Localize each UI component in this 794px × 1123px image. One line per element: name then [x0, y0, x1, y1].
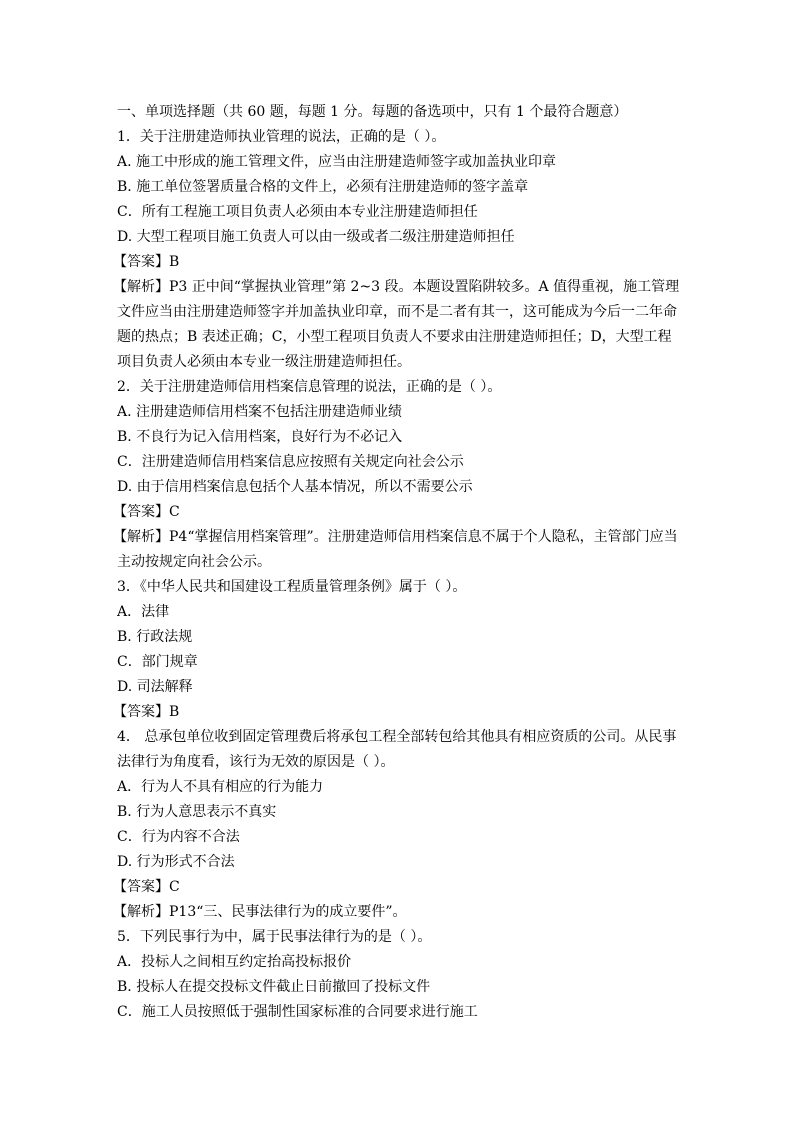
option-a: A．投标人之间相互约定抬高投标报价 — [117, 954, 352, 970]
option-d: D. 由于信用档案信息包括个人基本情况，所以不需要公示 — [117, 479, 473, 495]
section-heading: 一、单项选择题（共 60 题，每题 1 分。每题的备选项中，只有 1 个最符合题意） — [117, 104, 628, 120]
question-1 — [113, 125, 687, 375]
question-stem: 1．关于注册建造师执业管理的说法，正确的是（ ）。 — [117, 129, 446, 145]
option-d: D. 行为形式不合法 — [117, 854, 235, 870]
document-page — [113, 100, 687, 1025]
answer: 【答案】C — [113, 879, 180, 895]
option-c: C．施工人员按照低于强制性国家标准的合同要求进行施工 — [117, 1004, 478, 1020]
question-4 — [113, 725, 687, 925]
option-b: B. 行政法规 — [117, 629, 193, 645]
question-stem: 3．《中华人民共和国建设工程质量管理条例》属于（ ）。 — [117, 579, 467, 595]
option-b: B. 行为人意思表示不真实 — [117, 804, 277, 820]
analysis-line: 项目负责人必须由本专业一级注册建造师担任。 — [117, 354, 411, 370]
option-a: A．法律 — [117, 604, 170, 620]
option-d: D. 大型工程项目施工负责人可以由一级或者二级注册建造师担任 — [117, 229, 515, 245]
question-stem: 4． 总承包单位收到固定管理费后将承包工程全部转包给其他具有相应资质的公司。从民事 — [117, 729, 677, 745]
analysis-line: 文件应当由注册建造师签字并加盖执业印章，而不是二者有其一，这可能成为今后一二年命 — [117, 304, 677, 320]
option-a: A. 注册建造师信用档案不包括注册建造师业绩 — [117, 404, 403, 420]
option-c: C．所有工程施工项目负责人必须由本专业注册建造师担任 — [117, 204, 478, 220]
question-stem: 2．关于注册建造师信用档案信息管理的说法，正确的是（ ）。 — [117, 379, 502, 395]
option-a: A．行为人不具有相应的行为能力 — [117, 779, 324, 795]
question-2 — [113, 375, 687, 575]
analysis-line: 题的热点；B 表述正确；C，小型工程项目负责人不要求由注册建造师担任；D，大型工程 — [117, 329, 672, 345]
option-b: B. 投标人在提交投标文件截止日前撤回了投标文件 — [117, 979, 431, 995]
answer: 【答案】C — [113, 504, 180, 520]
option-a: A. 施工中形成的施工管理文件，应当由注册建造师签字或加盖执业印章 — [117, 154, 557, 170]
answer: 【答案】B — [113, 704, 180, 720]
analysis-line: 主动按规定向社会公示。 — [117, 554, 271, 570]
analysis-line: 【解析】P4“掌握信用档案管理”。注册建造师信用档案信息不属于个人隐私，主管部门应当 — [113, 529, 678, 545]
analysis-line: 【解析】P13“三、民事法律行为的成立要件”。 — [113, 904, 407, 920]
option-b: B. 施工单位签署质量合格的文件上，必须有注册建造师的签字盖章 — [117, 179, 529, 195]
question-stem: 法律行为角度看，该行为无效的原因是（ ）。 — [117, 754, 395, 770]
answer: 【答案】B — [113, 254, 180, 270]
option-c: C．部门规章 — [117, 654, 198, 670]
question-5 — [117, 925, 687, 1025]
option-b: B. 不良行为记入信用档案，良好行为不必记入 — [117, 429, 403, 445]
option-c: C．行为内容不合法 — [117, 829, 240, 845]
option-d: D. 司法解释 — [117, 679, 193, 695]
question-3 — [113, 575, 687, 725]
analysis-line: 【解析】P3 正中间“掌握执业管理”第 2~3 段。本题设置陷阱较多。A 值得重视，施工管理 — [113, 279, 680, 295]
option-c: C．注册建造师信用档案信息应按照有关规定向社会公示 — [117, 454, 464, 470]
question-stem: 5．下列民事行为中，属于民事法律行为的是（ ）。 — [117, 929, 432, 945]
